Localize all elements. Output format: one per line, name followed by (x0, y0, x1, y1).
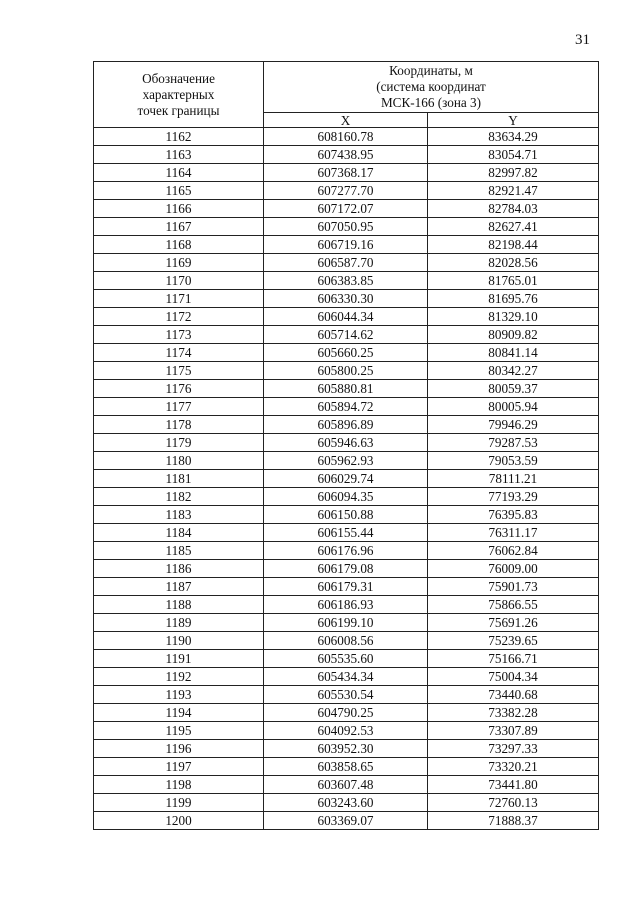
table-row (94, 326, 599, 344)
x-coordinate-cell: 606044.34 (264, 308, 428, 326)
x-coordinate-cell: 606176.96 (264, 542, 428, 560)
point-id-cell: 1164 (94, 164, 264, 182)
x-coordinate-cell: 606719.16 (264, 236, 428, 254)
coordinates-table (93, 61, 599, 830)
point-id-cell: 1184 (94, 524, 264, 542)
x-coordinate-cell: 606330.30 (264, 290, 428, 308)
table-row (94, 776, 599, 794)
table-row (94, 560, 599, 578)
header-point-line: Обозначение (142, 70, 215, 86)
x-coordinate-cell: 606383.85 (264, 272, 428, 290)
y-coordinate-cell: 76009.00 (428, 560, 599, 578)
x-coordinate-cell: 605660.25 (264, 344, 428, 362)
y-coordinate-cell: 73307.89 (428, 722, 599, 740)
x-coordinate-cell: 606008.56 (264, 632, 428, 650)
table-row (94, 614, 599, 632)
x-coordinate-cell: 606199.10 (264, 614, 428, 632)
point-id-cell: 1179 (94, 434, 264, 452)
table-row (94, 650, 599, 668)
x-coordinate-cell: 607050.95 (264, 218, 428, 236)
point-id-cell: 1170 (94, 272, 264, 290)
point-id-cell: 1178 (94, 416, 264, 434)
y-coordinate-cell: 71888.37 (428, 812, 599, 830)
point-id-cell: 1191 (94, 650, 264, 668)
y-coordinate-cell: 82997.82 (428, 164, 599, 182)
y-coordinate-cell: 82198.44 (428, 236, 599, 254)
y-coordinate-cell: 76311.17 (428, 524, 599, 542)
table-row (94, 506, 599, 524)
table-row (94, 668, 599, 686)
point-id-cell: 1188 (94, 596, 264, 614)
table-row (94, 812, 599, 830)
table-row (94, 218, 599, 236)
x-coordinate-cell: 605880.81 (264, 380, 428, 398)
table-header-row (94, 62, 599, 113)
point-id-cell: 1197 (94, 758, 264, 776)
point-id-cell: 1163 (94, 146, 264, 164)
point-id-cell: 1189 (94, 614, 264, 632)
table-row (94, 434, 599, 452)
y-coordinate-cell: 75866.55 (428, 596, 599, 614)
y-coordinate-cell: 82784.03 (428, 200, 599, 218)
point-id-cell: 1198 (94, 776, 264, 794)
y-coordinate-cell: 75166.71 (428, 650, 599, 668)
point-id-cell: 1181 (94, 470, 264, 488)
point-id-cell: 1175 (94, 362, 264, 380)
table-row (94, 146, 599, 164)
y-coordinate-cell: 83634.29 (428, 128, 599, 146)
y-coordinate-cell: 75901.73 (428, 578, 599, 596)
y-coordinate-cell: 73441.80 (428, 776, 599, 794)
y-coordinate-cell: 82627.41 (428, 218, 599, 236)
y-coordinate-cell: 83054.71 (428, 146, 599, 164)
y-coordinate-cell: 81765.01 (428, 272, 599, 290)
x-coordinate-cell: 605714.62 (264, 326, 428, 344)
y-coordinate-cell: 80909.82 (428, 326, 599, 344)
header-point-line: характерных (142, 86, 215, 102)
table-row (94, 164, 599, 182)
table-row (94, 704, 599, 722)
table-row (94, 128, 599, 146)
x-coordinate-cell: 603858.65 (264, 758, 428, 776)
y-coordinate-cell: 82921.47 (428, 182, 599, 200)
point-id-cell: 1177 (94, 398, 264, 416)
point-id-cell: 1192 (94, 668, 264, 686)
point-id-cell: 1162 (94, 128, 264, 146)
x-coordinate-cell: 607277.70 (264, 182, 428, 200)
point-id-cell: 1193 (94, 686, 264, 704)
x-coordinate-cell: 603369.07 (264, 812, 428, 830)
point-id-cell: 1168 (94, 236, 264, 254)
x-coordinate-cell: 605894.72 (264, 398, 428, 416)
y-coordinate-cell: 73382.28 (428, 704, 599, 722)
y-coordinate-cell: 75239.65 (428, 632, 599, 650)
x-coordinate-cell: 604092.53 (264, 722, 428, 740)
point-id-cell: 1180 (94, 452, 264, 470)
y-coordinate-cell: 76395.83 (428, 506, 599, 524)
x-coordinate-cell: 605800.25 (264, 362, 428, 380)
x-coordinate-cell: 605946.63 (264, 434, 428, 452)
y-coordinate-cell: 79946.29 (428, 416, 599, 434)
point-id-cell: 1196 (94, 740, 264, 758)
point-id-cell: 1190 (94, 632, 264, 650)
point-id-cell: 1174 (94, 344, 264, 362)
y-coordinate-cell: 79287.53 (428, 434, 599, 452)
y-coordinate-cell: 73297.33 (428, 740, 599, 758)
y-coordinate-cell: 78111.21 (428, 470, 599, 488)
point-id-cell: 1194 (94, 704, 264, 722)
point-id-cell: 1183 (94, 506, 264, 524)
table-row (94, 488, 599, 506)
x-coordinate-cell: 606150.88 (264, 506, 428, 524)
table-row (94, 686, 599, 704)
x-coordinate-cell: 605962.93 (264, 452, 428, 470)
table-body (94, 128, 599, 830)
y-coordinate-cell: 80059.37 (428, 380, 599, 398)
x-coordinate-cell: 605896.89 (264, 416, 428, 434)
table-row (94, 596, 599, 614)
x-coordinate-cell: 604790.25 (264, 704, 428, 722)
x-coordinate-cell: 607172.07 (264, 200, 428, 218)
y-coordinate-cell: 75004.34 (428, 668, 599, 686)
point-id-cell: 1187 (94, 578, 264, 596)
x-coordinate-cell: 605530.54 (264, 686, 428, 704)
table-row (94, 452, 599, 470)
table-row (94, 200, 599, 218)
y-coordinate-cell: 77193.29 (428, 488, 599, 506)
x-coordinate-cell: 603952.30 (264, 740, 428, 758)
header-point-designation (94, 62, 264, 128)
y-coordinate-cell: 76062.84 (428, 542, 599, 560)
point-id-cell: 1165 (94, 182, 264, 200)
header-coordinates (264, 62, 599, 113)
table-row (94, 632, 599, 650)
header-coords-line: Координаты, м (389, 63, 473, 78)
table-row (94, 236, 599, 254)
table-row (94, 380, 599, 398)
table-row (94, 272, 599, 290)
table-row (94, 524, 599, 542)
point-id-cell: 1166 (94, 200, 264, 218)
point-id-cell: 1167 (94, 218, 264, 236)
x-coordinate-cell: 606179.31 (264, 578, 428, 596)
y-coordinate-cell: 81695.76 (428, 290, 599, 308)
x-coordinate-cell: 608160.78 (264, 128, 428, 146)
point-id-cell: 1186 (94, 560, 264, 578)
table-row (94, 470, 599, 488)
x-coordinate-cell: 603607.48 (264, 776, 428, 794)
table-row (94, 722, 599, 740)
header-coords-line: (система координат (376, 79, 486, 94)
point-id-cell: 1169 (94, 254, 264, 272)
point-id-cell: 1195 (94, 722, 264, 740)
y-coordinate-cell: 80005.94 (428, 398, 599, 416)
header-coords-line: МСК-166 (зона 3) (380, 95, 482, 110)
x-coordinate-cell: 607368.17 (264, 164, 428, 182)
header-y: Y (428, 113, 599, 128)
x-coordinate-cell: 606179.08 (264, 560, 428, 578)
table-row (94, 578, 599, 596)
table-row (94, 308, 599, 326)
y-coordinate-cell: 80342.27 (428, 362, 599, 380)
table-row (94, 182, 599, 200)
table-row (94, 290, 599, 308)
y-coordinate-cell: 80841.14 (428, 344, 599, 362)
y-coordinate-cell: 79053.59 (428, 452, 599, 470)
x-coordinate-cell: 606029.74 (264, 470, 428, 488)
y-coordinate-cell: 73440.68 (428, 686, 599, 704)
x-coordinate-cell: 603243.60 (264, 794, 428, 812)
table-row (94, 794, 599, 812)
point-id-cell: 1176 (94, 380, 264, 398)
y-coordinate-cell: 75691.26 (428, 614, 599, 632)
table-row (94, 398, 599, 416)
x-coordinate-cell: 607438.95 (264, 146, 428, 164)
x-coordinate-cell: 606094.35 (264, 488, 428, 506)
point-id-cell: 1182 (94, 488, 264, 506)
point-id-cell: 1173 (94, 326, 264, 344)
table-row (94, 542, 599, 560)
table-row (94, 362, 599, 380)
point-id-cell: 1185 (94, 542, 264, 560)
x-coordinate-cell: 606186.93 (264, 596, 428, 614)
table-row (94, 416, 599, 434)
y-coordinate-cell: 81329.10 (428, 308, 599, 326)
header-point-line: точек границы (137, 102, 220, 118)
table-row (94, 344, 599, 362)
table-row (94, 758, 599, 776)
x-coordinate-cell: 605434.34 (264, 668, 428, 686)
point-id-cell: 1172 (94, 308, 264, 326)
x-coordinate-cell: 605535.60 (264, 650, 428, 668)
table-row (94, 740, 599, 758)
y-coordinate-cell: 73320.21 (428, 758, 599, 776)
page-number: 31 (575, 32, 590, 48)
point-id-cell: 1171 (94, 290, 264, 308)
x-coordinate-cell: 606155.44 (264, 524, 428, 542)
header-x: X (264, 113, 428, 128)
table-row (94, 254, 599, 272)
x-coordinate-cell: 606587.70 (264, 254, 428, 272)
y-coordinate-cell: 72760.13 (428, 794, 599, 812)
point-id-cell: 1199 (94, 794, 264, 812)
y-coordinate-cell: 82028.56 (428, 254, 599, 272)
point-id-cell: 1200 (94, 812, 264, 830)
